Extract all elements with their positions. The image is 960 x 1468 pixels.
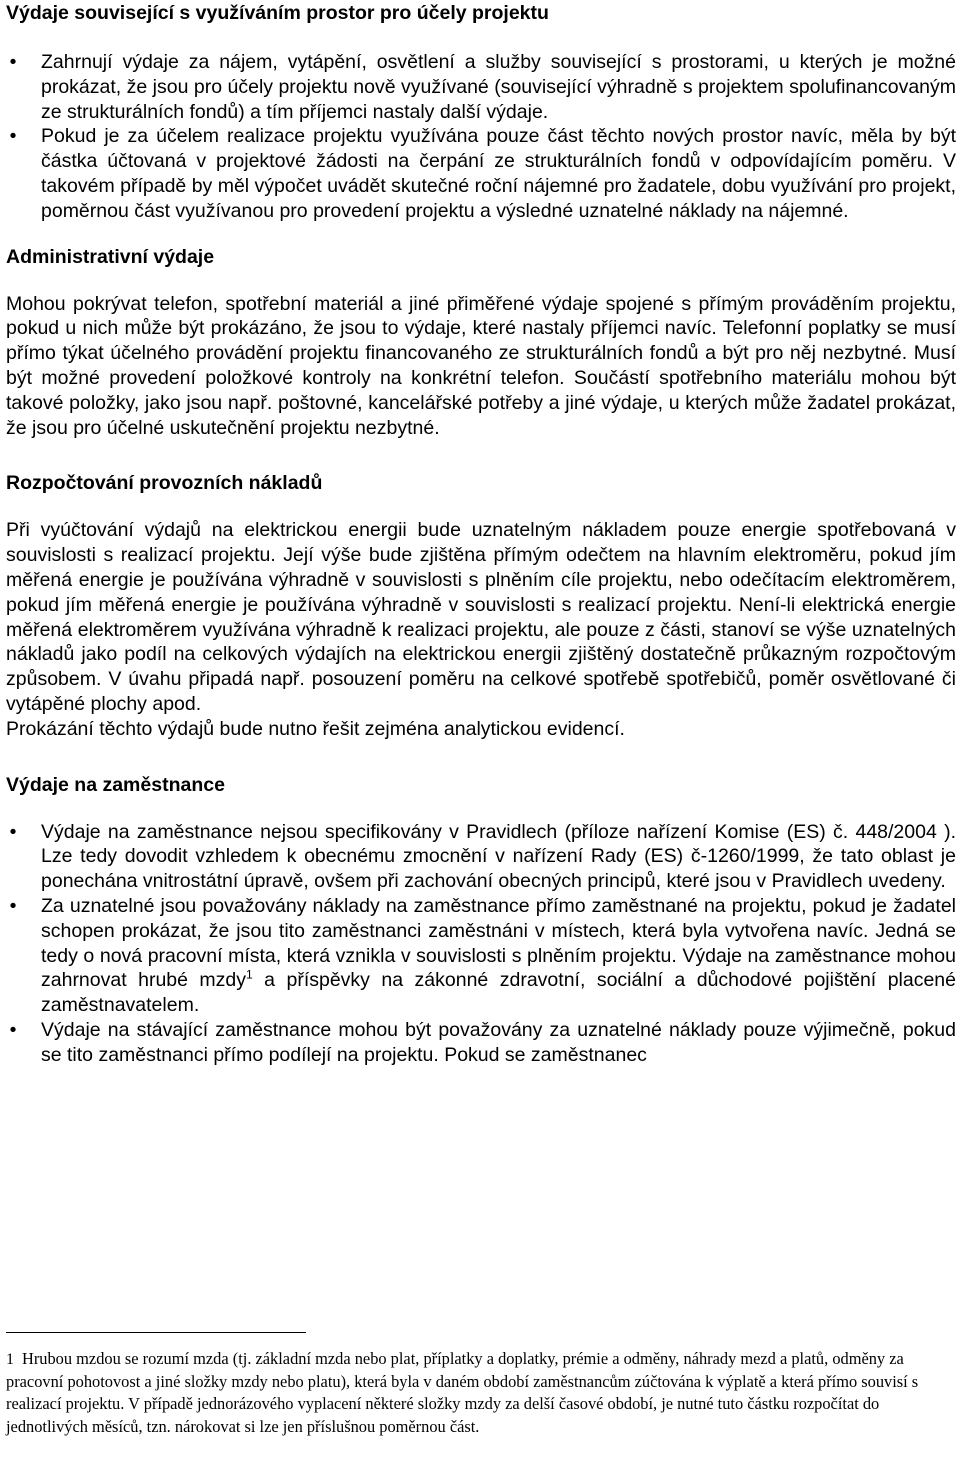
premises-bullet-list bbox=[6, 50, 956, 224]
list-item-text: Výdaje na zaměstnance nejsou specifikovány v Pravidlech (příloze nařízení Komise (ES) č. 448/2004 ). Lze tedy dovodit vzhledem k obecnému zmocnění v nařízení Rady (ES) č-1260/1999, že tato oblast je ponechána vnitrostátní úpravě, ovšem při zachování obecných principů, které jsou v Pravidlech uvedeny. bbox=[41, 820, 956, 893]
employees-bullet-list bbox=[6, 820, 956, 1068]
list-item-text: Výdaje na stávající zaměstnance mohou být považovány za uznatelné náklady pouze výjimečně, pokud se tito zaměstnanci přímo podílejí na projektu. Pokud se zaměstnanec bbox=[41, 1018, 956, 1066]
footnote-number: 1 bbox=[6, 1351, 14, 1368]
section-heading-operating-costs: Rozpočtování provozních nákladů bbox=[6, 472, 323, 495]
list-item bbox=[6, 820, 956, 894]
list-item-text: Za uznatelné jsou považovány náklady na zaměstnance přímo zaměstnané na projektu, pokud je žadatel schopen prokázat, že jsou tito zaměstnanci zaměstnáni v místech, která byla vytvořena navíc. Jedná se tedy o nová pracovní místa, která vznikla v souvislosti s plněním projektu. Výdaje na zaměstnance mohou zahrnovat hrubé mzdy bbox=[41, 894, 956, 992]
list-item bbox=[6, 894, 956, 1018]
operating-costs-paragraph: Při vyúčtování výdajů na elektrickou energii bude uznatelným nákladem pouze energie spotřebovaná v souvislosti s realizací projektu. Její výše bude zjištěna přímým odečtem na hlavním elektroměru, pokud jím měřená energie je používána výhradně v souvislosti s plněním cíle projektu, nebo odečítacím elektroměrem, pokud jím měřená energie je používána výhradně v souvislosti s realizací projektu. Není-li elektrická energie měřená elektroměrem využívána výhradně k realizaci projektu, ale pouze z části, stanoví se výše uznatelných nákladů jako podíl na celkových výdajích na elektrickou energii zjištěný dostatečně průkazným rozpočtovým způsobem. V úvahu připadá např. posouzení poměru na celkové spotřebě spotřebičů, poměr osvětlované či vytápěné plochy apod. bbox=[6, 519, 956, 715]
list-item bbox=[6, 50, 956, 124]
administrative-paragraph: Mohou pokrývat telefon, spotřební materiál a jiné přiměřené výdaje spojené s přímým prováděním projektu, pokud u nich může být prokázáno, že jsou to výdaje, které nastaly příjemci navíc. Telefonní poplatky se musí přímo týkat účelného provádění projektu financovaného ze strukturálních fondů a být pro něj nezbytné. Musí být možné provedení položkové kontroly na konkrétní telefon. Součástí spotřebního materiálu mohou být takové položky, jako jsou např. poštovné, kancelářské potřeby a jiné výdaje, u kterých může žadatel prokázat, že jsou pro účelné uskutečnění projektu nezbytné. bbox=[6, 292, 956, 439]
document-page bbox=[6, 0, 956, 1068]
bullet-icon: • bbox=[9, 125, 17, 148]
footnote-text: Hrubou mzdou se rozumí mzda (tj. základní mzda nebo plat, příplatky a doplatky, prémie a odměny, náhrady mezd a platů, odměny za pracovní pohotovost a jiné složky mzdy nebo platu), která byla v daném období zaměstnancům zúčtována k výplatě a která přímo souvisí s realizací projektu. V případě jednorázového vyplacení některé složky mzdy za delší časové období, je nutné tuto částku rozpočítat do jednotlivých měsíců, tzn. nárokovat si lze jen příslušnou poměrnou část. bbox=[6, 1349, 919, 1436]
section-heading-administrative: Administrativní výdaje bbox=[6, 245, 215, 268]
bullet-icon: • bbox=[9, 51, 17, 73]
bullet-icon: • bbox=[9, 894, 17, 917]
list-item bbox=[6, 124, 956, 223]
bullet-icon: • bbox=[9, 820, 17, 843]
footnote bbox=[6, 1348, 938, 1438]
list-item-text: Zahrnují výdaje za nájem, vytápění, osvětlení a služby související s prostorami, u kterých je možné prokázat, že jsou pro účely projektu nově využívané (související výhradně s projektem spolufinancovaným ze strukturálních fondů) a tím příjemci nastaly další výdaje. bbox=[41, 51, 956, 123]
operating-costs-note: Prokázání těchto výdajů bude nutno řešit zejména analytickou evidencí. bbox=[6, 717, 625, 740]
footnote-separator bbox=[6, 1332, 306, 1333]
list-item bbox=[6, 1018, 956, 1068]
footnote-reference[interactable]: 1 bbox=[246, 967, 253, 982]
section-heading-premises: Výdaje související s využíváním prostor pro účely projektu bbox=[6, 2, 549, 24]
section-heading-employees: Výdaje na zaměstnance bbox=[6, 773, 225, 796]
list-item-text: a příspěvky na zákonné zdravotní, sociální a důchodové pojištění placené zaměstnavatelem. bbox=[41, 969, 956, 1017]
list-item-text: Pokud je za účelem realizace projektu využívána pouze část těchto nových prostor navíc, měla by být částka účtovaná v projektové žádosti na čerpání ze strukturálních fondů v odpovídajícím poměru. V takovém případě by měl výpočet uvádět skutečné roční nájemné pro žadatele, dobu využívání pro projekt, poměrnou část využívanou pro provedení projektu a výsledné uznatelné náklady na nájemné. bbox=[41, 125, 956, 222]
bullet-icon: • bbox=[9, 1018, 17, 1041]
